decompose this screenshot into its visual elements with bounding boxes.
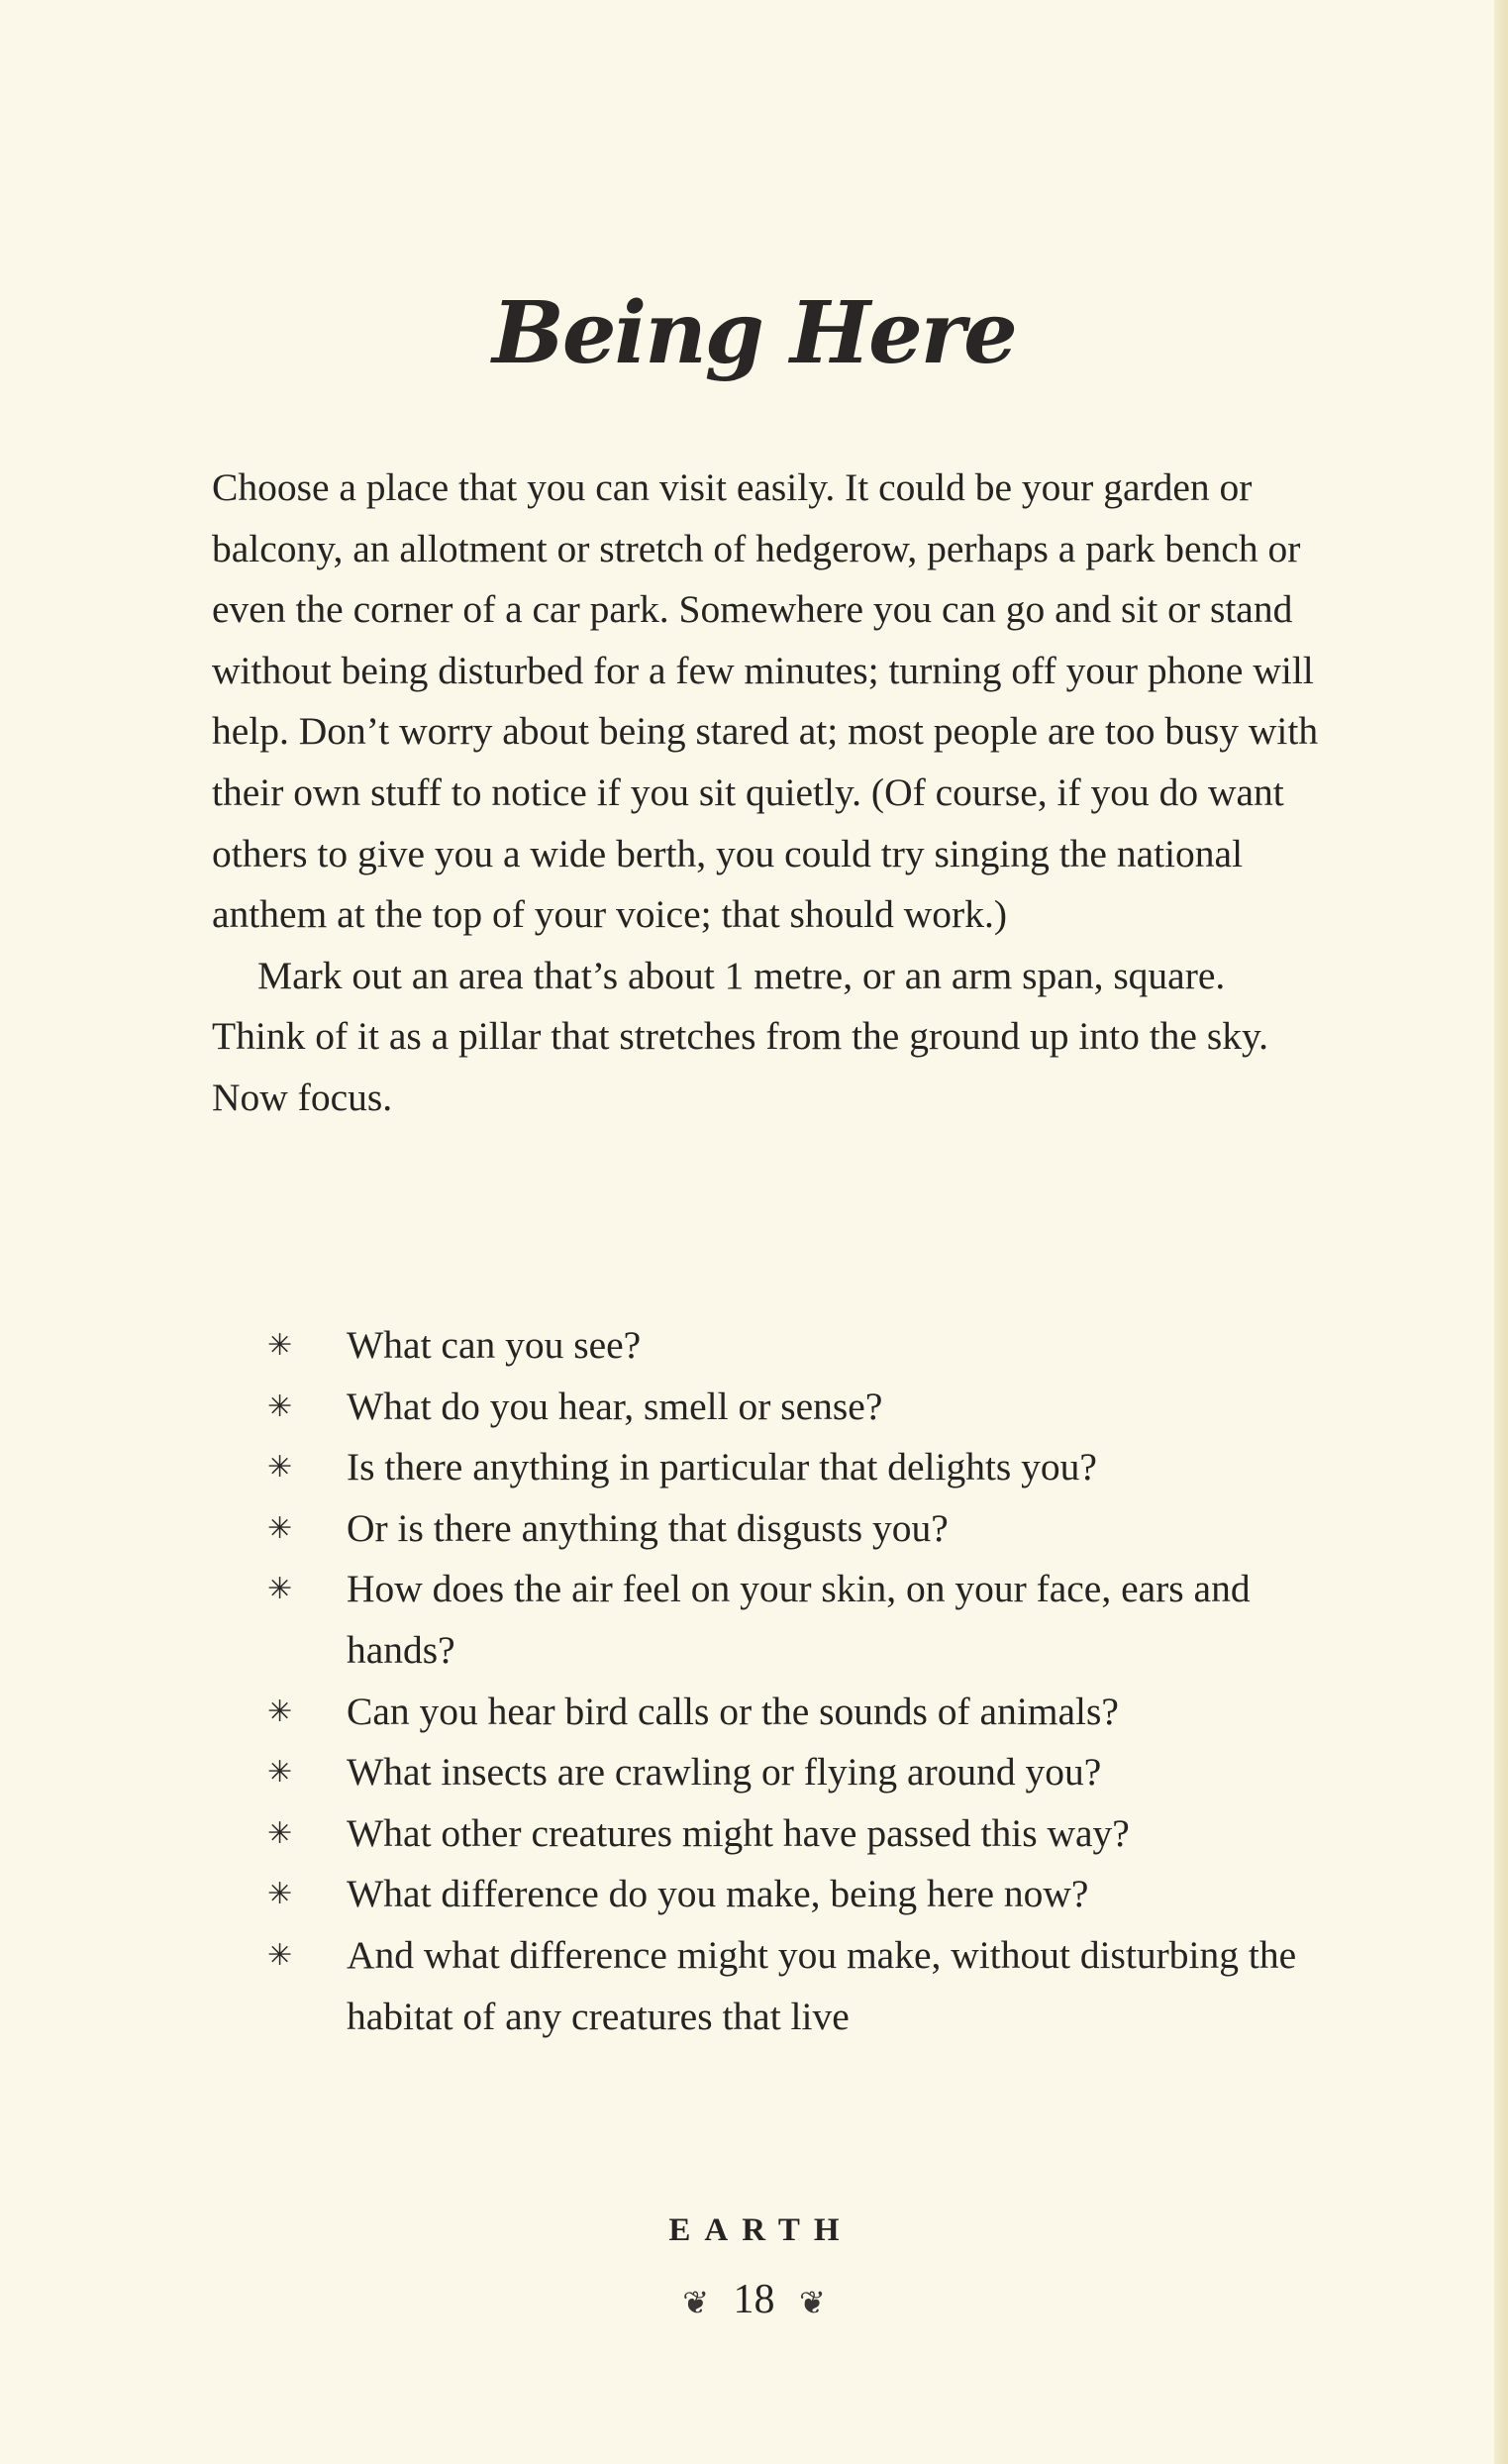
asterisk-icon: ✳ (267, 1573, 293, 1606)
list-item (267, 1925, 1337, 2047)
list-item-text: How does the air feel on your skin, on your face, ears and hands? (347, 1567, 1251, 1672)
list-item-text: What can you see? (347, 1323, 642, 1367)
list-item-text: And what difference might you make, without disturbing the habitat of any creatures that live (347, 1932, 1297, 2038)
body-text (212, 458, 1321, 1129)
list-item-text: What insects are crawling or flying around you? (347, 1750, 1102, 1795)
list-item (267, 1559, 1337, 1681)
asterisk-icon: ✳ (267, 1756, 293, 1790)
list-item (267, 1742, 1337, 1803)
list-item (267, 1803, 1337, 1865)
paragraph-2: Mark out an area that’s about 1 metre, or an arm span, square. Think of it as a pillar that stretches from the ground up into the sky. Now focus. (212, 953, 1269, 1119)
asterisk-icon: ✳ (267, 1329, 293, 1362)
list-item (267, 1315, 1337, 1377)
asterisk-icon: ✳ (267, 1938, 293, 1972)
asterisk-icon: ✳ (267, 1878, 293, 1911)
page-number: 18 (733, 2277, 775, 2322)
asterisk-icon: ✳ (267, 1511, 293, 1545)
asterisk-icon: ✳ (267, 1816, 293, 1850)
list-item-text: What difference do you make, being here now? (347, 1872, 1089, 1916)
question-list (267, 1315, 1337, 2047)
list-item (267, 1437, 1337, 1498)
list-item (267, 1864, 1337, 1925)
list-item (267, 1682, 1337, 1743)
list-item (267, 1377, 1337, 1438)
asterisk-icon: ✳ (267, 1451, 293, 1485)
list-item-text: What do you hear, smell or sense? (347, 1384, 883, 1428)
list-item-text: What other creatures might have passed this way? (347, 1810, 1130, 1855)
paragraph-1: Choose a place that you can visit easily. It could be your garden or balcony, an allotment or stretch of hedgerow, perhaps a park bench or even the corner of a car park. Somewhere you can go and sit or stand without being disturbed for a few minutes; turning off your phone will help. Don’t worry about being stared at; most people are too busy with their own stuff to notice if you sit quietly. (Of course, if you do want others to give you a wide berth, you could try singing the national anthem at the top of your voice; that should work.) (212, 465, 1319, 937)
list-item (267, 1498, 1337, 1560)
asterisk-icon: ✳ (267, 1694, 293, 1728)
list-item-text: Is there anything in particular that delights you? (347, 1445, 1097, 1489)
page-footer (0, 2276, 1508, 2323)
list-item-text: Or is there anything that disgusts you? (347, 1505, 949, 1550)
list-item-text: Can you hear bird calls or the sounds of animals? (347, 1689, 1119, 1733)
asterisk-icon: ✳ (267, 1389, 293, 1423)
page-title: Being Here (492, 282, 1016, 383)
section-label: EARTH (668, 2212, 854, 2248)
flourish-right-icon: ❦ (799, 2285, 826, 2321)
flourish-left-icon: ❦ (682, 2285, 709, 2321)
